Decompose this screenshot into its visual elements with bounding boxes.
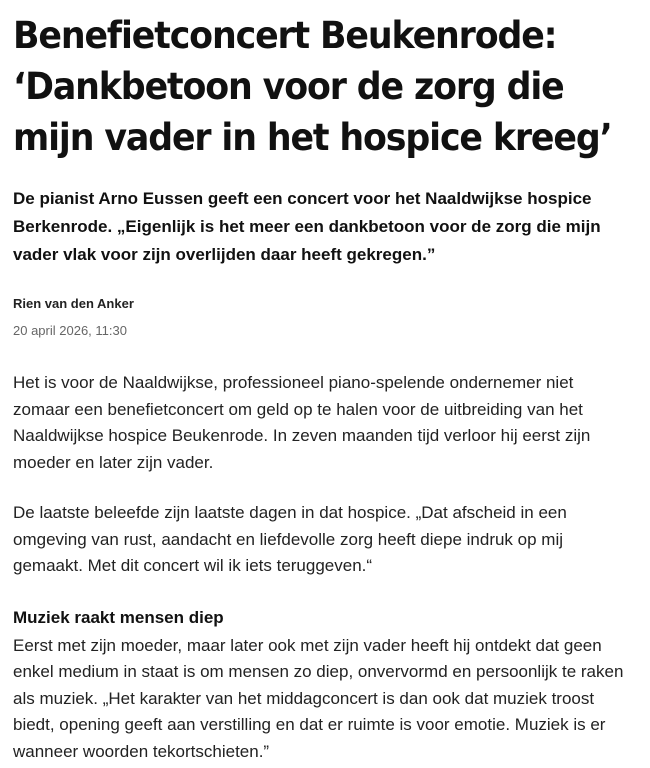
article-paragraph: De laatste beleefde zijn laatste dagen in dat hospice. „Dat afscheid in een omgeving van rust, aandacht en liefdevolle zorg heeft diepe indruk op mij gemaakt. Met dit concert wil ik iets teruggeven.“ bbox=[13, 503, 567, 575]
section-subheading: Muziek raakt mensen diep bbox=[13, 607, 224, 627]
author-name[interactable]: Rien van den Anker bbox=[13, 296, 134, 311]
article-intro: De pianist Arno Eussen geeft een concert voor het Naaldwijkse hospice Berkenrode. „Eigenlijk is het meer een dankbetoon voor de zorg die mijn vader vlak voor zijn overlijden daar heeft gekregen.” bbox=[13, 189, 601, 264]
publish-date: 20 april 2026, 11:30 bbox=[13, 323, 127, 338]
article-paragraph: Het is voor de Naaldwijkse, professioneel piano-spelende ondernemer niet zomaar een benefietconcert om geld op te halen voor de uitbreiding van het Naaldwijkse hospice Beukenrode. In zeven maanden tijd verloor hij eerst zijn moeder en later zijn vader. bbox=[13, 373, 591, 472]
article-headline: Benefietconcert Beukenrode: ‘Dankbetoon voor de zorg die mijn vader in het hospice kreeg’ bbox=[13, 14, 612, 159]
article-paragraph: Eerst met zijn moeder, maar later ook met zijn vader heeft hij ontdekt dat geen enkel medium in staat is om mensen zo diep, onvervormd en persoonlijk te raken als muziek. „Het karakter van het middagconcert is dan ook dat muziek troost biedt, opening geeft aan verstilling en dat er ruimte is voor emotie. Muziek is er wanneer woorden tekortschieten.” bbox=[13, 635, 624, 761]
byline bbox=[13, 295, 624, 340]
